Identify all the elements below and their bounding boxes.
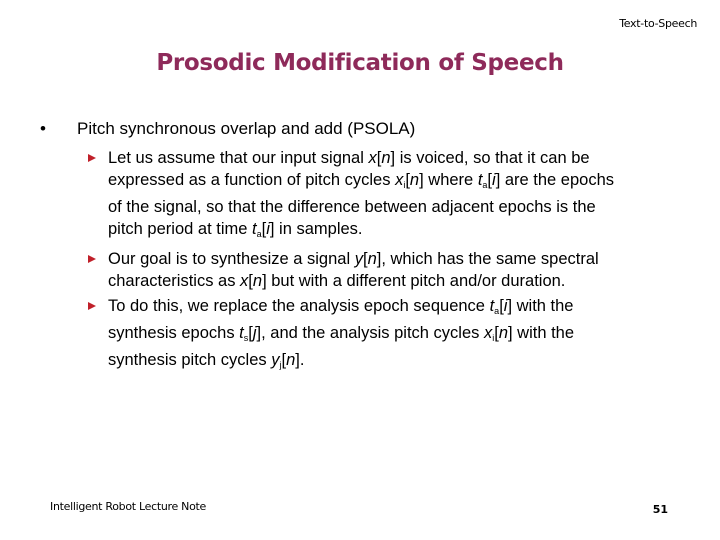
- italic-text: n: [367, 250, 377, 268]
- italic-text: y: [271, 351, 280, 369]
- page-number: 51: [652, 503, 668, 516]
- text-segment: Our goal is to synthesize a signal: [108, 250, 355, 268]
- italic-text: y: [354, 250, 363, 268]
- italic-text: n: [252, 272, 263, 290]
- sub-bullet-item: [88, 295, 688, 376]
- italic-text: t: [239, 324, 244, 342]
- text-segment: characteristics as: [108, 272, 241, 290]
- text-line: [108, 218, 688, 245]
- text-segment: [: [281, 351, 287, 369]
- text-segment: ], which has the same spectral: [376, 250, 599, 268]
- text-segment: [: [261, 220, 267, 238]
- subscript-text: a: [482, 180, 488, 190]
- italic-text: n: [381, 149, 391, 167]
- subscript-text: s: [243, 333, 249, 343]
- header-section-label: Text-to-Speech: [619, 17, 697, 30]
- text-segment: [: [405, 171, 410, 189]
- text-segment: ], and the analysis pitch cycles: [256, 324, 484, 342]
- text-segment: ].: [295, 351, 305, 369]
- text-line: [108, 322, 688, 349]
- italic-text: x: [395, 171, 404, 189]
- text-segment: [: [362, 250, 368, 268]
- arrow-bullet-icon: [88, 255, 96, 263]
- text-segment: ] is voiced, so that it can be: [390, 149, 590, 167]
- text-segment: [: [248, 324, 253, 342]
- text-line: [108, 196, 688, 218]
- italic-text: t: [477, 171, 483, 189]
- text-line: [108, 349, 688, 376]
- text-segment: synthesis pitch cycles: [108, 351, 272, 369]
- text-segment: of the signal, so that the difference between adjacent epochs is the: [108, 198, 596, 216]
- arrow-bullet-icon: [88, 302, 96, 310]
- sub-bullet-item: [88, 147, 688, 245]
- text-segment: ] with the: [508, 324, 575, 342]
- italic-text: x: [240, 272, 249, 290]
- text-segment: [: [376, 149, 382, 167]
- italic-text: j: [252, 324, 257, 342]
- text-segment: pitch period at time: [108, 220, 252, 238]
- italic-text: i: [492, 171, 496, 189]
- italic-text: i: [503, 297, 508, 315]
- text-segment: [: [248, 272, 253, 290]
- italic-text: t: [489, 297, 495, 315]
- text-segment: ] are the epochs: [495, 171, 615, 189]
- text-segment: [: [499, 297, 504, 315]
- bullet-text: Pitch synchronous overlap and add (PSOLA): [77, 119, 416, 138]
- text-segment: ] in samples.: [269, 220, 363, 238]
- footer-note: Intelligent Robot Lecture Note: [50, 500, 207, 513]
- slide-title: Prosodic Modification of Speech: [156, 50, 564, 76]
- subscript-text: j: [279, 360, 282, 370]
- text-segment: ] but with a different pitch and/or duration.: [262, 272, 566, 290]
- arrow-bullet-icon: [88, 154, 96, 162]
- subscript-text: a: [256, 229, 262, 239]
- spacer: [88, 376, 688, 379]
- sub-bullet-item: [88, 248, 688, 292]
- text-segment: [: [494, 324, 499, 342]
- text-line: [108, 270, 688, 292]
- text-segment: Let us assume that our input signal: [108, 149, 369, 167]
- italic-text: n: [498, 324, 508, 342]
- text-segment: synthesis epochs: [108, 324, 240, 342]
- subscript-text: a: [494, 306, 500, 316]
- italic-text: x: [483, 324, 493, 342]
- text-segment: To do this, we replace the analysis epoch sequence: [108, 297, 490, 315]
- text-segment: expressed as a function of pitch cycles: [108, 171, 396, 189]
- italic-text: t: [252, 220, 257, 238]
- sub-bullet-list: [88, 147, 688, 379]
- text-segment: ] with the: [507, 297, 574, 315]
- italic-text: n: [286, 351, 296, 369]
- bullet-dot-icon: •: [40, 119, 46, 138]
- text-segment: ] where: [419, 171, 478, 189]
- text-line: [108, 248, 688, 270]
- italic-text: x: [368, 149, 377, 167]
- subscript-text: i: [403, 180, 406, 190]
- text-line: [108, 169, 688, 196]
- subscript-text: i: [492, 333, 495, 343]
- text-segment: [: [487, 171, 493, 189]
- italic-text: n: [409, 171, 420, 189]
- italic-text: i: [266, 220, 270, 238]
- text-line: [108, 147, 688, 169]
- text-line: [108, 295, 688, 322]
